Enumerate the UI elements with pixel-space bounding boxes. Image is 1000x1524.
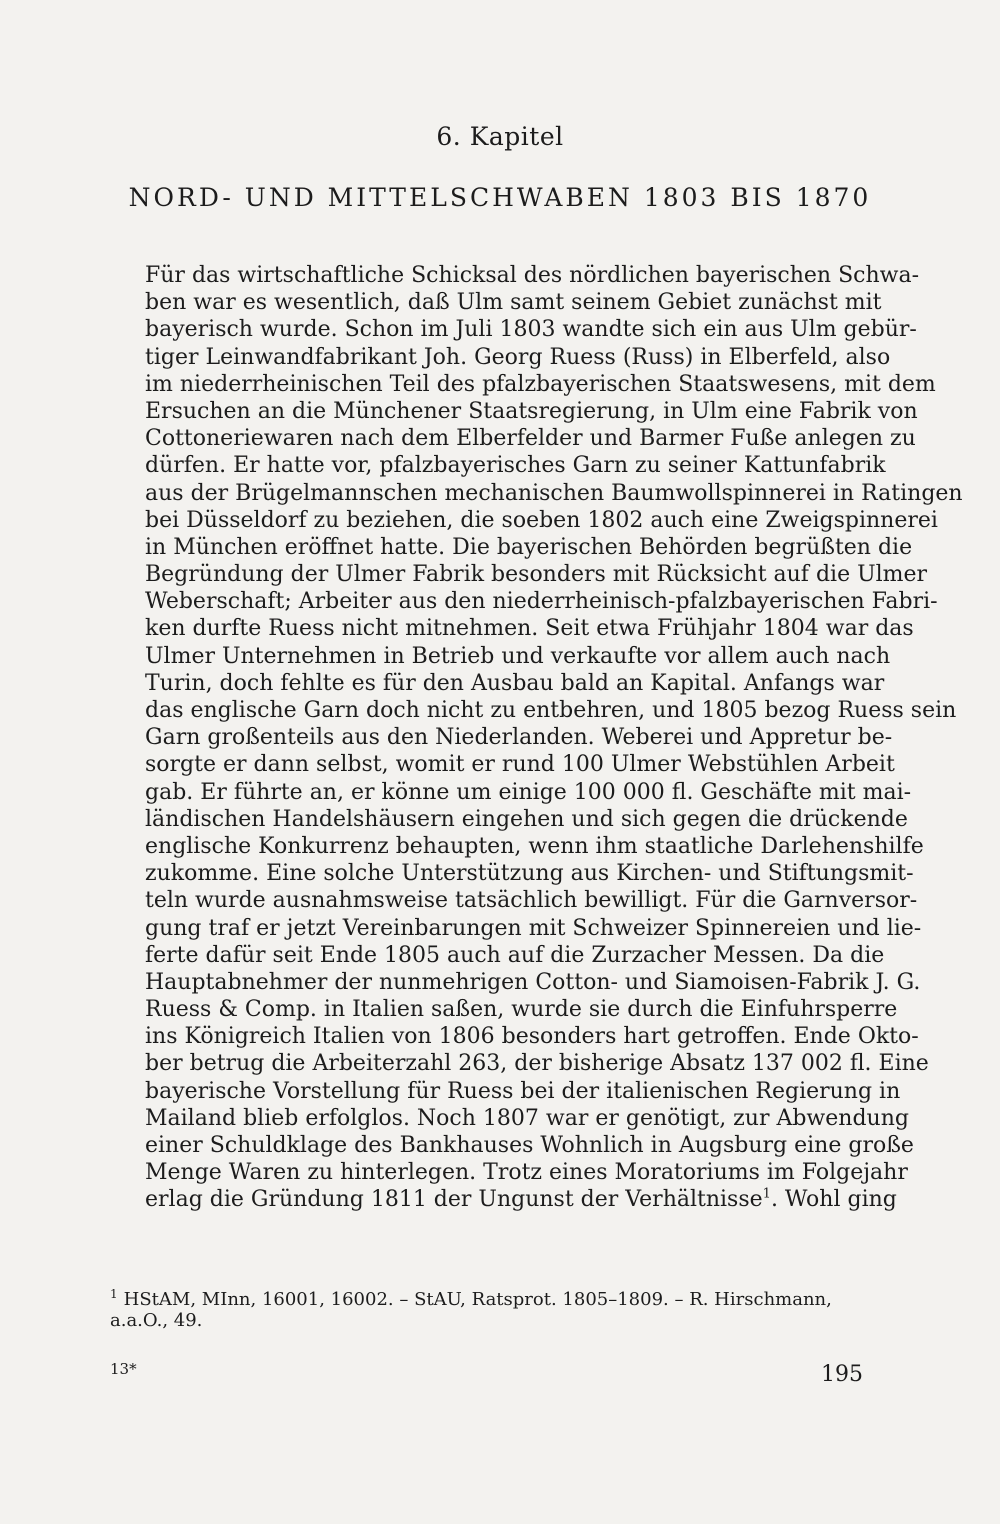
- chapter-label: 6. Kapitel: [436, 122, 564, 151]
- body-text: [145, 262, 963, 1214]
- footnote-reference[interactable]: 1: [762, 1187, 771, 1203]
- text-line: Mailand blieb erfolglos. Noch 1807 war er genötigt, zur Abwendung: [145, 1105, 909, 1131]
- signature-mark: 13*: [110, 1360, 137, 1378]
- last-line-before: erlag die Gründung 1811 der Ungunst der Verhältnisse: [145, 1187, 763, 1213]
- text-line: bayerische Vorstellung für Ruess bei der italienischen Regierung in: [145, 1078, 901, 1104]
- text-line: Für das wirtschaftliche Schicksal des nördlichen bayerischen Schwa-: [145, 263, 920, 288]
- text-line: bayerisch wurde. Schon im Juli 1803 wandte sich ein aus Ulm gebür-: [145, 317, 917, 343]
- text-line: Menge Waren zu hinterlegen. Trotz eines Moratoriums im Folgejahr: [145, 1160, 908, 1186]
- text-line: zukomme. Eine solche Unterstützung aus Kirchen- und Stiftungsmit-: [145, 861, 914, 887]
- text-line: Ulmer Unternehmen in Betrieb und verkaufte vor allem auch nach: [145, 643, 891, 669]
- text-line: im niederrheinischen Teil des pfalzbayerischen Staatswesens, mit dem: [145, 371, 936, 397]
- text-line: Cottoneriewaren nach dem Elberfelder und Barmer Fuße anlegen zu: [145, 426, 916, 452]
- footnote-text: HStAM, MInn, 16001, 16002. – StAU, Ratsprot. 1805–1809. – R. Hirschmann,: [123, 1289, 832, 1310]
- text-line: Ruess & Comp. in Italien saßen, wurde sie durch die Einfuhrsperre: [145, 997, 898, 1023]
- text-line: das englische Garn doch nicht zu entbehren, und 1805 bezog Ruess sein: [145, 698, 957, 723]
- footnote-marker: 1: [110, 1287, 118, 1301]
- text-line-last: [145, 1186, 897, 1213]
- text-line: teln wurde ausnahmsweise tatsächlich bewilligt. Für die Garnversor-: [145, 888, 918, 914]
- text-line: Garn großenteils aus den Niederlanden. Weberei und Appretur be-: [145, 725, 893, 751]
- text-line: Turin, doch fehlte es für den Ausbau bald an Kapital. Anfangs war: [145, 670, 885, 696]
- text-line: ländischen Handelshäusern eingehen und sich gegen die drückende: [145, 806, 908, 832]
- text-line: sorgte er dann selbst, womit er rund 100 Ulmer Webstühlen Arbeit: [145, 752, 895, 778]
- footnote-line: a.a.O., 49.: [110, 1310, 203, 1331]
- text-line: englische Konkurrenz behaupten, wenn ihm staatliche Darlehenshilfe: [145, 833, 924, 859]
- text-line: ferte dafür seit Ende 1805 auch auf die Zurzacher Messen. Da die: [145, 942, 885, 968]
- footnote-line: [110, 1284, 863, 1310]
- text-line: gung traf er jetzt Vereinbarungen mit Schweizer Spinnereien und lie-: [145, 915, 922, 941]
- footnote: [110, 1284, 863, 1331]
- text-line: Hauptabnehmer der nunmehrigen Cotton- und Siamoisen-Fabrik J. G.: [145, 969, 921, 995]
- text-line: gab. Er führte an, er könne um einige 100 000 fl. Geschäfte mit mai-: [145, 779, 912, 805]
- text-line: dürfen. Er hatte vor, pfalzbayerisches Garn zu seiner Kattunfabrik: [145, 453, 886, 479]
- text-line: Ersuchen an die Münchener Staatsregierung, in Ulm eine Fabrik von: [145, 398, 918, 424]
- text-line: aus der Brügelmannschen mechanischen Baumwollspinnerei in Ratingen: [145, 480, 963, 506]
- text-line: ins Königreich Italien von 1806 besonders hart getroffen. Ende Okto-: [145, 1024, 919, 1050]
- text-line: bei Düsseldorf zu beziehen, die soeben 1802 auch eine Zweigspinnerei: [145, 507, 938, 533]
- text-line: einer Schuldklage des Bankhauses Wohnlich in Augsburg eine große: [145, 1133, 914, 1158]
- text-line: Weberschaft; Arbeiter aus den niederrheinisch-pfalzbayerischen Fabri-: [145, 589, 938, 615]
- text-line: ber betrug die Arbeiterzahl 263, der bisherige Absatz 137 002 fl. Eine: [145, 1051, 929, 1077]
- chapter-title: NORD- UND MITTELSCHWABEN 1803 BIS 1870: [128, 183, 872, 212]
- text-line: tiger Leinwandfabrikant Joh. Georg Ruess (Russ) in Elberfeld, also: [145, 344, 891, 370]
- text-line: in München eröffnet hatte. Die bayerischen Behörden begrüßten die: [145, 534, 913, 560]
- text-line: Begründung der Ulmer Fabrik besonders mit Rücksicht auf die Ulmer: [145, 562, 928, 588]
- text-line: ken durfte Ruess nicht mitnehmen. Seit etwa Frühjahr 1804 war das: [145, 616, 914, 642]
- page-number: 195: [821, 1362, 863, 1387]
- text-line: ben war es wesentlich, daß Ulm samt seinem Gebiet zunächst mit: [145, 290, 882, 316]
- last-line-after: . Wohl ging: [770, 1187, 897, 1213]
